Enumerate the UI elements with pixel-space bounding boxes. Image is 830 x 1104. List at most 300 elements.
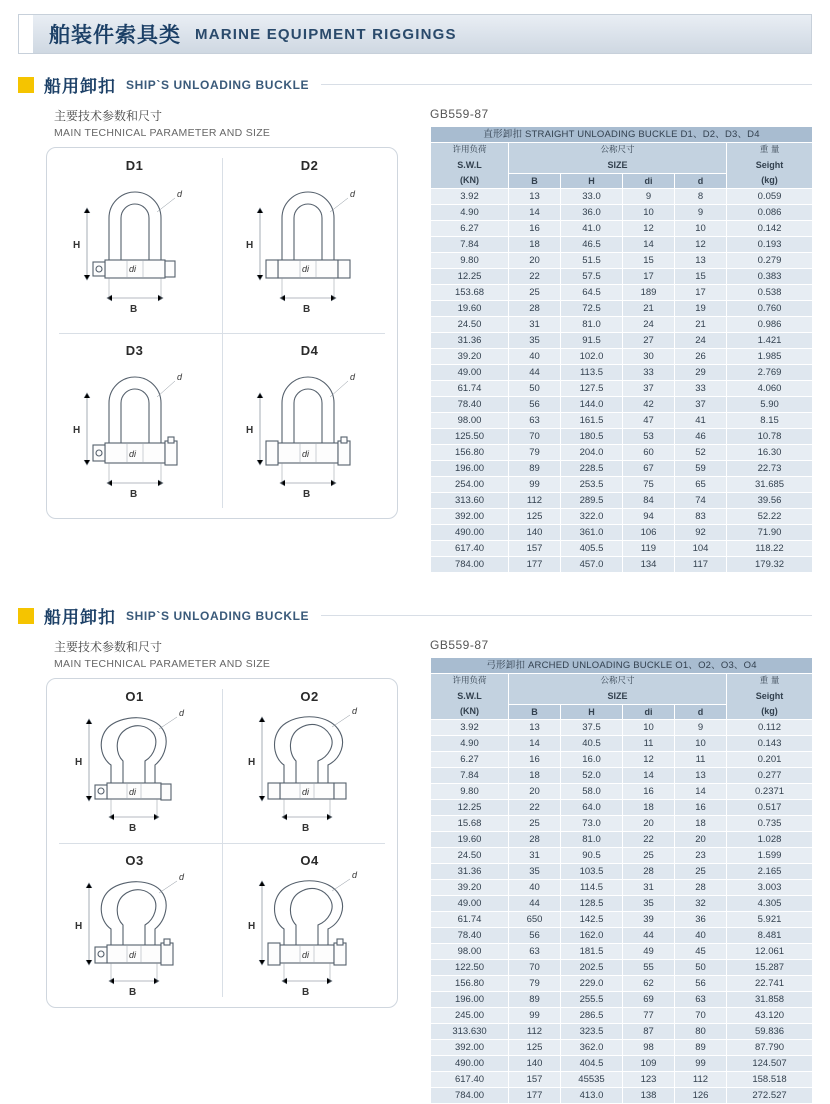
header-di-2: di xyxy=(623,705,675,720)
table-cell-2: 46.5 xyxy=(561,237,623,253)
table-cell-0: 31.36 xyxy=(431,864,509,880)
table-cell-2: 323.5 xyxy=(561,1024,623,1040)
table-row xyxy=(431,848,813,864)
table-cell-2: 33.0 xyxy=(561,189,623,205)
table-cell-4: 10 xyxy=(675,221,727,237)
table-cell-2: 228.5 xyxy=(561,461,623,477)
table-cell-2: 413.0 xyxy=(561,1088,623,1104)
banner-title-cn: 舶装件索具类 xyxy=(49,23,181,47)
table-row xyxy=(431,317,813,333)
table-cell-5: 4.060 xyxy=(727,381,813,397)
dim-d-d2: d xyxy=(350,189,356,199)
catalog-page xyxy=(0,14,830,1104)
table-row xyxy=(431,800,813,816)
table-cell-3: 9 xyxy=(623,189,675,205)
dim-B-o3: B xyxy=(129,987,137,998)
table-row xyxy=(431,269,813,285)
table-cell-5: 0.986 xyxy=(727,317,813,333)
table-row xyxy=(431,349,813,365)
table-cell-1: 56 xyxy=(509,928,561,944)
header-B: B xyxy=(509,174,561,189)
table-cell-5: 2.165 xyxy=(727,864,813,880)
table-cell-2: 102.0 xyxy=(561,349,623,365)
table-cell-4: 126 xyxy=(675,1088,727,1104)
table-cell-2: 81.0 xyxy=(561,832,623,848)
table-cell-3: 119 xyxy=(623,541,675,557)
table-cell-0: 3.92 xyxy=(431,720,509,736)
table-cell-1: 16 xyxy=(509,752,561,768)
table-cell-1: 35 xyxy=(509,333,561,349)
table-cell-5: 1.421 xyxy=(727,333,813,349)
table-cell-2: 72.5 xyxy=(561,301,623,317)
table-row xyxy=(431,976,813,992)
spec-table-body-straight xyxy=(431,189,813,573)
table-cell-2: 180.5 xyxy=(561,429,623,445)
table-cell-5: 0.277 xyxy=(727,768,813,784)
table-cell-0: 156.80 xyxy=(431,445,509,461)
table-cell-5: 158.518 xyxy=(727,1072,813,1088)
dim-di-d4: di xyxy=(302,449,310,459)
table-cell-3: 47 xyxy=(623,413,675,429)
dim-d-d3: d xyxy=(177,372,183,382)
table-cell-4: 24 xyxy=(675,333,727,349)
table-cell-4: 25 xyxy=(675,864,727,880)
table-cell-0: 3.92 xyxy=(431,189,509,205)
table-cell-0: 12.25 xyxy=(431,269,509,285)
table-cell-1: 177 xyxy=(509,1088,561,1104)
table-row xyxy=(431,912,813,928)
table-cell-5: 15.287 xyxy=(727,960,813,976)
table-cell-0: 78.40 xyxy=(431,397,509,413)
table-cell-1: 140 xyxy=(509,1056,561,1072)
table-cell-3: 49 xyxy=(623,944,675,960)
table-cell-3: 35 xyxy=(623,896,675,912)
table-cell-4: 80 xyxy=(675,1024,727,1040)
table-row xyxy=(431,944,813,960)
table-cell-5: 1.599 xyxy=(727,848,813,864)
dim-B-d4: B xyxy=(303,489,311,500)
table-cell-2: 255.5 xyxy=(561,992,623,1008)
table-cell-5: 22.73 xyxy=(727,461,813,477)
header-size-group: 公称尺寸 SIZE xyxy=(509,143,727,174)
table-cell-3: 60 xyxy=(623,445,675,461)
table-cell-0: 245.00 xyxy=(431,1008,509,1024)
param-label-en-2: MAIN TECHNICAL PARAMETER AND SIZE xyxy=(54,658,271,670)
section-title-en: SHIP`S UNLOADING BUCKLE xyxy=(126,77,310,92)
drawing-label-o1: O1 xyxy=(125,689,144,704)
drawing-d2-svg xyxy=(222,148,398,334)
table-cell-0: 24.50 xyxy=(431,317,509,333)
table-row xyxy=(431,381,813,397)
table-row xyxy=(431,1008,813,1024)
table-cell-1: 112 xyxy=(509,493,561,509)
table-row xyxy=(431,285,813,301)
table-cell-1: 13 xyxy=(509,189,561,205)
table-cell-3: 15 xyxy=(623,253,675,269)
table-cell-0: 9.80 xyxy=(431,784,509,800)
table-cell-3: 62 xyxy=(623,976,675,992)
table-cell-5: 0.760 xyxy=(727,301,813,317)
banner-title-en: MARINE EQUIPMENT RIGGINGS xyxy=(195,25,457,43)
table-cell-2: 58.0 xyxy=(561,784,623,800)
param-label-en: MAIN TECHNICAL PARAMETER AND SIZE xyxy=(54,127,271,139)
table-cell-2: 40.5 xyxy=(561,736,623,752)
section-header-arched xyxy=(18,603,812,628)
table-cell-3: 134 xyxy=(623,557,675,573)
table-cell-3: 37 xyxy=(623,381,675,397)
table-cell-4: 112 xyxy=(675,1072,727,1088)
table-cell-0: 12.25 xyxy=(431,800,509,816)
drawing-panel-straight xyxy=(46,147,398,519)
table-cell-3: 16 xyxy=(623,784,675,800)
drawing-label-d2: D2 xyxy=(300,158,319,173)
table-cell-0: 784.00 xyxy=(431,1088,509,1104)
table-cell-1: 79 xyxy=(509,445,561,461)
table-cell-1: 44 xyxy=(509,365,561,381)
table-row xyxy=(431,784,813,800)
table-cell-2: 57.5 xyxy=(561,269,623,285)
drawing-d1-svg xyxy=(47,148,223,334)
table-cell-2: 91.5 xyxy=(561,333,623,349)
table-title-arched: 弓形卸扣 ARCHED UNLOADING BUCKLE O1、O2、O3、O4 xyxy=(431,658,813,674)
header-B-2: B xyxy=(509,705,561,720)
table-cell-5: 124.507 xyxy=(727,1056,813,1072)
table-cell-1: 63 xyxy=(509,944,561,960)
drawing-label-o4: O4 xyxy=(300,853,319,868)
header-swl: 许用负荷 S.W.L (KN) xyxy=(431,143,509,189)
header-di: di xyxy=(623,174,675,189)
dim-di-d3: di xyxy=(129,449,137,459)
table-row xyxy=(431,525,813,541)
table-row xyxy=(431,557,813,573)
table-cell-2: 51.5 xyxy=(561,253,623,269)
table-cell-4: 20 xyxy=(675,832,727,848)
section-title-cn-2: 船用卸扣 xyxy=(44,608,116,628)
table-cell-3: 53 xyxy=(623,429,675,445)
table-cell-4: 16 xyxy=(675,800,727,816)
drawing-label-d1: D1 xyxy=(125,158,144,173)
table-cell-4: 50 xyxy=(675,960,727,976)
table-cell-0: 196.00 xyxy=(431,461,509,477)
page-banner xyxy=(18,14,812,54)
header-weight: 重 量 Seight (kg) xyxy=(727,143,813,189)
table-cell-3: 25 xyxy=(623,848,675,864)
dim-B-d1: B xyxy=(130,304,138,315)
standard-code-straight: GB559-87 xyxy=(430,107,489,121)
drawing-label-d3: D3 xyxy=(125,343,144,358)
table-cell-2: 322.0 xyxy=(561,509,623,525)
table-cell-3: 12 xyxy=(623,221,675,237)
table-cell-4: 11 xyxy=(675,752,727,768)
table-cell-1: 650 xyxy=(509,912,561,928)
header-size-group-2: 公称尺寸 SIZE xyxy=(509,674,727,705)
table-cell-1: 125 xyxy=(509,509,561,525)
table-cell-0: 392.00 xyxy=(431,509,509,525)
table-cell-0: 61.74 xyxy=(431,912,509,928)
table-cell-0: 156.80 xyxy=(431,976,509,992)
dim-d-o3: d xyxy=(179,872,185,882)
table-cell-4: 14 xyxy=(675,784,727,800)
dim-B-d2: B xyxy=(303,304,311,315)
table-cell-3: 14 xyxy=(623,237,675,253)
table-cell-1: 89 xyxy=(509,461,561,477)
param-label-cn-2: 主要技术参数和尺寸 xyxy=(54,640,163,654)
table-cell-5: 5.90 xyxy=(727,397,813,413)
table-cell-5: 3.003 xyxy=(727,880,813,896)
table-cell-0: 6.27 xyxy=(431,221,509,237)
table-cell-1: 63 xyxy=(509,413,561,429)
table-cell-4: 23 xyxy=(675,848,727,864)
table-row xyxy=(431,752,813,768)
table-cell-0: 313.630 xyxy=(431,1024,509,1040)
table-cell-3: 55 xyxy=(623,960,675,976)
table-cell-3: 31 xyxy=(623,880,675,896)
table-header-row xyxy=(431,143,813,174)
table-cell-3: 27 xyxy=(623,333,675,349)
table-row xyxy=(431,493,813,509)
drawing-o1-svg xyxy=(47,679,223,843)
table-cell-2: 289.5 xyxy=(561,493,623,509)
table-cell-5: 179.32 xyxy=(727,557,813,573)
table-cell-3: 69 xyxy=(623,992,675,1008)
divider xyxy=(321,84,812,85)
table-cell-1: 44 xyxy=(509,896,561,912)
table-cell-5: 0.538 xyxy=(727,285,813,301)
table-cell-5: 0.2371 xyxy=(727,784,813,800)
table-cell-5: 8.15 xyxy=(727,413,813,429)
table-cell-0: 254.00 xyxy=(431,477,509,493)
table-row xyxy=(431,301,813,317)
table-cell-1: 56 xyxy=(509,397,561,413)
dim-H-o1: H xyxy=(75,757,83,768)
table-cell-1: 70 xyxy=(509,429,561,445)
table-cell-4: 99 xyxy=(675,1056,727,1072)
table-row xyxy=(431,509,813,525)
dim-H-o3: H xyxy=(75,921,83,932)
table-cell-5: 12.061 xyxy=(727,944,813,960)
table-cell-5: 1.985 xyxy=(727,349,813,365)
table-cell-4: 15 xyxy=(675,269,727,285)
table-cell-3: 10 xyxy=(623,720,675,736)
table-title-straight: 直形卸扣 STRAIGHT UNLOADING BUCKLE D1、D2、D3、D4 xyxy=(431,127,813,143)
table-cell-4: 13 xyxy=(675,768,727,784)
table-cell-4: 52 xyxy=(675,445,727,461)
table-cell-3: 67 xyxy=(623,461,675,477)
table-cell-5: 0.279 xyxy=(727,253,813,269)
table-cell-5: 16.30 xyxy=(727,445,813,461)
table-cell-0: 784.00 xyxy=(431,557,509,573)
table-cell-1: 31 xyxy=(509,317,561,333)
table-row xyxy=(431,960,813,976)
dim-di-o2: di xyxy=(302,787,310,797)
table-cell-5: 0.193 xyxy=(727,237,813,253)
table-cell-2: 162.0 xyxy=(561,928,623,944)
table-cell-5: 31.685 xyxy=(727,477,813,493)
table-cell-4: 89 xyxy=(675,1040,727,1056)
table-cell-4: 17 xyxy=(675,285,727,301)
table-cell-3: 12 xyxy=(623,752,675,768)
table-row xyxy=(431,880,813,896)
table-cell-0: 4.90 xyxy=(431,205,509,221)
drawing-o4 xyxy=(222,843,397,1007)
spec-table-arched xyxy=(430,657,813,1104)
table-cell-5: 59.836 xyxy=(727,1024,813,1040)
table-cell-0: 490.00 xyxy=(431,1056,509,1072)
dim-B-o4: B xyxy=(302,987,310,998)
table-cell-2: 41.0 xyxy=(561,221,623,237)
table-cell-5: 0.201 xyxy=(727,752,813,768)
table-row xyxy=(431,429,813,445)
table-cell-4: 83 xyxy=(675,509,727,525)
table-cell-4: 10 xyxy=(675,736,727,752)
table-cell-4: 37 xyxy=(675,397,727,413)
table-cell-3: 39 xyxy=(623,912,675,928)
drawing-d3-svg xyxy=(47,333,223,519)
table-cell-0: 19.60 xyxy=(431,832,509,848)
drawing-d4-svg xyxy=(222,333,398,519)
table-cell-1: 28 xyxy=(509,832,561,848)
table-cell-0: 31.36 xyxy=(431,333,509,349)
table-row xyxy=(431,221,813,237)
drawing-o2 xyxy=(222,679,397,843)
drawing-d1 xyxy=(47,148,222,333)
table-row xyxy=(431,189,813,205)
standard-code-arched: GB559-87 xyxy=(430,638,489,652)
table-cell-2: 142.5 xyxy=(561,912,623,928)
table-cell-3: 14 xyxy=(623,768,675,784)
bullet-marker-icon-2 xyxy=(18,608,34,624)
table-cell-5: 0.112 xyxy=(727,720,813,736)
table-cell-3: 20 xyxy=(623,816,675,832)
param-label-cn: 主要技术参数和尺寸 xyxy=(54,109,163,123)
dim-H-d3: H xyxy=(73,425,81,436)
table-cell-3: 106 xyxy=(623,525,675,541)
table-cell-4: 40 xyxy=(675,928,727,944)
drawing-label-d4: D4 xyxy=(300,343,319,358)
table-cell-3: 18 xyxy=(623,800,675,816)
table-cell-2: 144.0 xyxy=(561,397,623,413)
table-cell-3: 22 xyxy=(623,832,675,848)
dim-H-d4: H xyxy=(246,425,254,436)
table-cell-0: 24.50 xyxy=(431,848,509,864)
table-cell-2: 361.0 xyxy=(561,525,623,541)
table-cell-4: 70 xyxy=(675,1008,727,1024)
table-cell-0: 122.50 xyxy=(431,960,509,976)
table-row xyxy=(431,445,813,461)
spec-table-body-arched xyxy=(431,720,813,1104)
table-cell-1: 22 xyxy=(509,800,561,816)
table-cell-4: 46 xyxy=(675,429,727,445)
table-cell-0: 98.00 xyxy=(431,413,509,429)
table-cell-2: 103.5 xyxy=(561,864,623,880)
table-cell-2: 202.5 xyxy=(561,960,623,976)
table-cell-5: 52.22 xyxy=(727,509,813,525)
table-cell-3: 28 xyxy=(623,864,675,880)
table-cell-3: 21 xyxy=(623,301,675,317)
table-cell-4: 92 xyxy=(675,525,727,541)
drawing-d2 xyxy=(222,148,397,333)
section-body-straight xyxy=(18,107,812,573)
table-cell-1: 18 xyxy=(509,768,561,784)
table-row xyxy=(431,413,813,429)
table-cell-5: 0.059 xyxy=(727,189,813,205)
table-cell-2: 73.0 xyxy=(561,816,623,832)
table-cell-4: 56 xyxy=(675,976,727,992)
table-column-straight xyxy=(430,107,812,573)
table-row xyxy=(431,365,813,381)
dim-B-o1: B xyxy=(129,823,137,834)
table-column-arched xyxy=(430,638,812,1104)
table-cell-0: 392.00 xyxy=(431,1040,509,1056)
table-cell-0: 19.60 xyxy=(431,301,509,317)
drawing-label-o3: O3 xyxy=(125,853,144,868)
table-cell-1: 157 xyxy=(509,1072,561,1088)
table-cell-0: 6.27 xyxy=(431,752,509,768)
dim-H-d1: H xyxy=(73,240,81,251)
dim-d-d4: d xyxy=(350,372,356,382)
table-cell-0: 49.00 xyxy=(431,365,509,381)
table-cell-0: 7.84 xyxy=(431,768,509,784)
table-cell-2: 64.0 xyxy=(561,800,623,816)
dim-di-d2: di xyxy=(302,264,310,274)
table-cell-5: 71.90 xyxy=(727,525,813,541)
table-cell-3: 75 xyxy=(623,477,675,493)
table-cell-3: 138 xyxy=(623,1088,675,1104)
table-cell-1: 99 xyxy=(509,477,561,493)
table-cell-3: 77 xyxy=(623,1008,675,1024)
table-row xyxy=(431,864,813,880)
table-cell-5: 31.858 xyxy=(727,992,813,1008)
table-cell-0: 617.40 xyxy=(431,541,509,557)
dim-H-o2: H xyxy=(248,757,256,768)
table-cell-5: 22.741 xyxy=(727,976,813,992)
table-cell-3: 44 xyxy=(623,928,675,944)
table-cell-2: 181.5 xyxy=(561,944,623,960)
table-row xyxy=(431,1072,813,1088)
table-cell-0: 39.20 xyxy=(431,880,509,896)
bullet-marker-icon xyxy=(18,77,34,93)
table-cell-0: 125.50 xyxy=(431,429,509,445)
table-cell-5: 0.517 xyxy=(727,800,813,816)
table-cell-1: 28 xyxy=(509,301,561,317)
table-title-row-2 xyxy=(431,658,813,674)
dim-d-o2: d xyxy=(352,706,358,716)
table-cell-2: 161.5 xyxy=(561,413,623,429)
dim-H-o4: H xyxy=(248,921,256,932)
table-row xyxy=(431,397,813,413)
table-row xyxy=(431,928,813,944)
dim-B-o2: B xyxy=(302,823,310,834)
dim-d-o1: d xyxy=(179,708,185,718)
table-cell-1: 40 xyxy=(509,880,561,896)
table-cell-1: 25 xyxy=(509,816,561,832)
table-cell-5: 10.78 xyxy=(727,429,813,445)
table-cell-2: 113.5 xyxy=(561,365,623,381)
header-H: H xyxy=(561,174,623,189)
table-row xyxy=(431,477,813,493)
table-row xyxy=(431,1024,813,1040)
table-cell-2: 36.0 xyxy=(561,205,623,221)
table-cell-2: 16.0 xyxy=(561,752,623,768)
table-cell-2: 286.5 xyxy=(561,1008,623,1024)
table-cell-1: 20 xyxy=(509,253,561,269)
table-cell-2: 253.5 xyxy=(561,477,623,493)
header-d-2: d xyxy=(675,705,727,720)
table-cell-4: 29 xyxy=(675,365,727,381)
table-cell-1: 20 xyxy=(509,784,561,800)
table-header-row-2 xyxy=(431,674,813,705)
table-cell-1: 112 xyxy=(509,1024,561,1040)
